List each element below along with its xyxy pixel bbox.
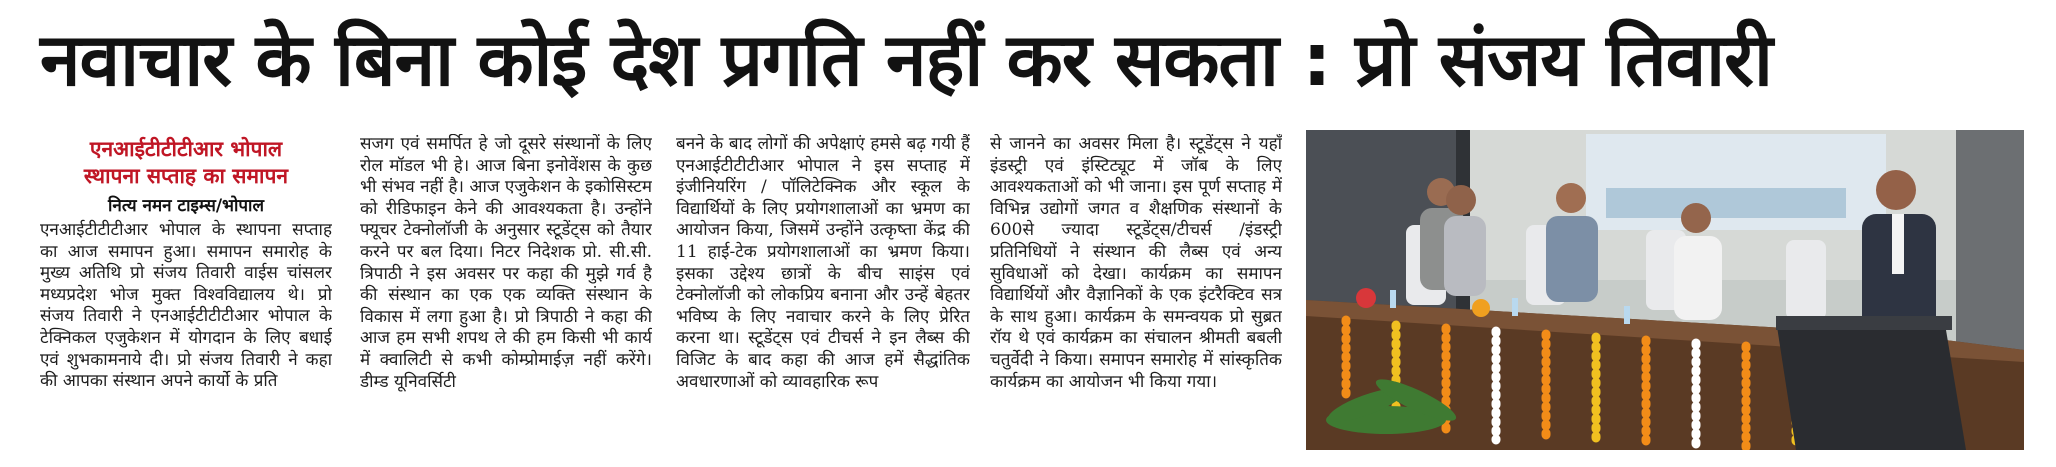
kicker-line-2: स्थापना सप्ताह का समापन bbox=[83, 164, 289, 188]
column-text-3: बनने के बाद लोगों की अपेक्षाएं हमसे बढ़ गयी हैं एनआईटीटीटीआर भोपाल ने इस सप्ताह में इंजीनियरिंग / पॉलिटेक्निक और स्कूल के विद्यार्थियों के लिए प्रयोगशालाओं का भ्रमण का आयोजन किया, जिसमें उन्होंने उत्कृष्ता केंद्र की 11 हाई-टेक प्रयोगशालाओं का भ्रमण किया। इसका उद्देश्य छात्रों के बीच साइंस एवं टेक्नोलॉजी को लोकप्रिय बनाना और उन्हें बेहतर भविष्य के लिए नवाचार करने के लिए प्रेरित करना था। स्टूडेंट्स एवं टीचर्स ने इन लैब्स की विजिट के बाद कहा की आज हमें सैद्धांतिक अवधारणाओं को व्यावहारिक रूप bbox=[676, 134, 970, 392]
article-column-1 bbox=[40, 134, 332, 459]
kicker bbox=[40, 136, 332, 190]
event-photo bbox=[1306, 130, 2024, 450]
column-text-4: से जानने का अवसर मिला है। स्टूडेंट्स ने यहाँ इंडस्ट्री एवं इंस्टिट्यूट में जॉब के लिए आवश्यकताओं को भी जाना। इस पूर्ण सप्ताह में विभिन्न उद्योगों जगत व शैक्षणिक संस्थानों के 600से ज्यादा स्टूडेंट्स/टीचर्स /इंडस्ट्री प्रतिनिधियों ने संस्थान की लैब्स एवं अन्य सुविधाओं को देखा। कार्यक्रम का समापन विद्यार्थियों और वैज्ञानिकों के एक इंटरैक्टिव सत्र के साथ हुआ। कार्यक्रम के समन्वयक प्रो सुब्रत रॉय थे एवं कार्यक्रम का संचालन श्रीमती बबली चतुर्वेदी ने किया। समापन समारोह में सांस्कृतिक कार्यक्रम का आयोजन भी किया गया। bbox=[990, 134, 1282, 392]
article-column-3 bbox=[676, 134, 970, 459]
kicker-line-1: एनआईटीटीटीआर भोपाल bbox=[89, 137, 283, 161]
event-photo-illustration bbox=[1306, 130, 2024, 450]
column-text-1: एनआईटीटीटीआर भोपाल के स्थापना सप्ताह का आज समापन हुआ। समापन समारोह के मुख्य अतिथि प्रो संजय तिवारी वाईस चांसलर मध्यप्रदेश भोज मुक्त विश्वविद्यालय थे। प्रो संजय तिवारी ने एनआईटीटीटीआर भोपाल के टेक्निकल एजुकेशन में योगदान के लिए बधाई एवं शुभकामनाये दी। प्रो संजय तिवारी ने कहा की आपका संस्थान अपने कार्यो के प्रति bbox=[40, 220, 332, 392]
article-column-4 bbox=[990, 134, 1282, 459]
article-column-2 bbox=[360, 134, 652, 459]
column-text-2: सजग एवं समर्पित हे जो दूसरे संस्थानों के लिए रोल मॉडल भी हे। आज बिना इनोवेंशस के कुछ भी संभव नहीं है। आज एजुकेशन के इकोसिस्टम को रीडिफाइन केने की आवश्यकता है। उन्होंने फ्यूचर टेक्नोलॉजी के अनुसार स्टूडेंट्स को तैयार करने पर बल दिया। निटर निदेशक प्रो. सी.सी. त्रिपाठी ने इस अवसर पर कहा की मुझे गर्व है की संस्थान का एक एक व्यक्ति संस्थान के विकास में लगा हुआ है। प्रो त्रिपाठी ने कहा की आज हम सभी शपथ ले की हम किसी भी कार्य में क्वालिटी से कभी कोम्प्रोमाईज़ नहीं करेंगे। डीम्ड यूनिवर्सिटी bbox=[360, 134, 652, 392]
headline: नवाचार के बिना कोई देश प्रगति नहीं कर सकता : प्रो संजय तिवारी bbox=[40, 18, 1772, 103]
byline: नित्य नमन टाइम्स/भोपाल bbox=[108, 196, 264, 216]
